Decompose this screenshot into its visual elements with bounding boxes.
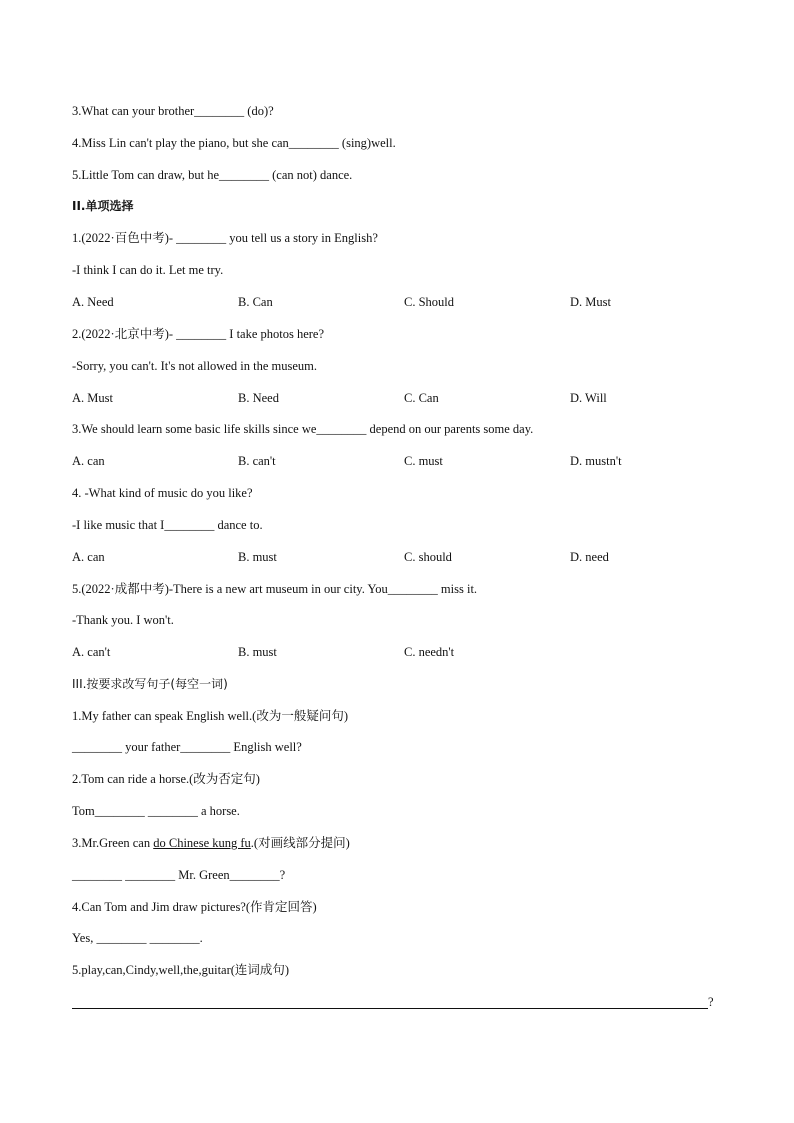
rewrite-q5-question-mark: ? <box>708 995 714 1009</box>
mc-q3-option-c: C. must <box>404 454 443 468</box>
rewrite-q4-answer-line: Yes, ________ ________. <box>72 931 203 945</box>
mc-q5-reply: -Thank you. I won't. <box>72 613 174 627</box>
mc-q5-option-a: A. can't <box>72 645 111 659</box>
rewrite-q3-answer-line: ________ ________ Mr. Green________? <box>72 868 286 882</box>
mc-q2-option-a: A. Must <box>72 391 113 405</box>
mc-q1-option-a: A. Need <box>72 295 114 309</box>
mc-q2-option-c: C. Can <box>404 391 439 405</box>
mc-q4-reply: -I like music that I________ dance to. <box>72 518 263 532</box>
mc-q3-option-a: A. can <box>72 454 105 468</box>
fill-question-5: 5.Little Tom can draw, but he________ (can not) dance. <box>72 168 353 182</box>
rewrite-q3-stem <box>72 835 350 851</box>
rewrite-q5-answer-blank <box>72 1008 708 1009</box>
mc-q2-option-b: B. Need <box>238 391 279 405</box>
rewrite-q2-answer-line: Tom________ ________ a horse. <box>72 804 240 818</box>
mc-q3-option-d: D. mustn't <box>570 454 622 468</box>
mc-q4-option-d: D. need <box>570 550 609 564</box>
mc-q1-option-b: B. Can <box>238 295 273 309</box>
rewrite-q2-stem: 2.Tom can ride a horse.(改为否定句) <box>72 772 260 786</box>
rewrite-q3-underlined-phrase: do Chinese kung fu <box>153 836 251 850</box>
mc-q3-stem: 3.We should learn some basic life skills since we________ depend on our parents some day. <box>72 422 534 436</box>
mc-q4-stem: 4. -What kind of music do you like? <box>72 486 253 500</box>
mc-q1-stem: 1.(2022·百色中考)- ________ you tell us a story in English? <box>72 231 378 245</box>
rewrite-q3-stem-suffix: .(对画线部分提问) <box>250 836 350 850</box>
mc-q4-option-c: C. should <box>404 550 452 564</box>
mc-q1-option-d: D. Must <box>570 295 611 309</box>
mc-q4-option-a: A. can <box>72 550 105 564</box>
mc-q3-option-b: B. can't <box>238 454 276 468</box>
rewrite-q4-stem: 4.Can Tom and Jim draw pictures?(作肯定回答) <box>72 900 317 914</box>
mc-q1-reply: -I think I can do it. Let me try. <box>72 263 224 277</box>
mc-q1-option-c: C. Should <box>404 295 455 309</box>
mc-q5-option-b: B. must <box>238 645 277 659</box>
mc-q2-option-d: D. Will <box>570 391 607 405</box>
mc-q5-option-c: C. needn't <box>404 645 455 659</box>
fill-question-4: 4.Miss Lin can't play the piano, but she can________ (sing)well. <box>72 136 396 150</box>
mc-q4-option-b: B. must <box>238 550 277 564</box>
mc-q2-stem: 2.(2022·北京中考)- ________ I take photos here? <box>72 327 325 341</box>
mc-q5-stem: 5.(2022·成都中考)-There is a new art museum in our city. You________ miss it. <box>72 582 478 596</box>
rewrite-q5-stem: 5.play,can,Cindy,well,the,guitar(连词成句) <box>72 963 290 977</box>
rewrite-q1-stem: 1.My father can speak English well.(改为一般疑问句) <box>72 709 348 723</box>
section-title-rewrite: III.按要求改写句子(每空一词) <box>72 677 228 691</box>
fill-question-3: 3.What can your brother________ (do)? <box>72 104 274 118</box>
section-title-multiple-choice: II.单项选择 <box>72 199 134 213</box>
rewrite-q3-stem-prefix: 3.Mr.Green can <box>72 836 154 850</box>
rewrite-q1-answer-line: ________ your father________ English well? <box>72 740 302 754</box>
mc-q2-reply: -Sorry, you can't. It's not allowed in the museum. <box>72 359 317 373</box>
